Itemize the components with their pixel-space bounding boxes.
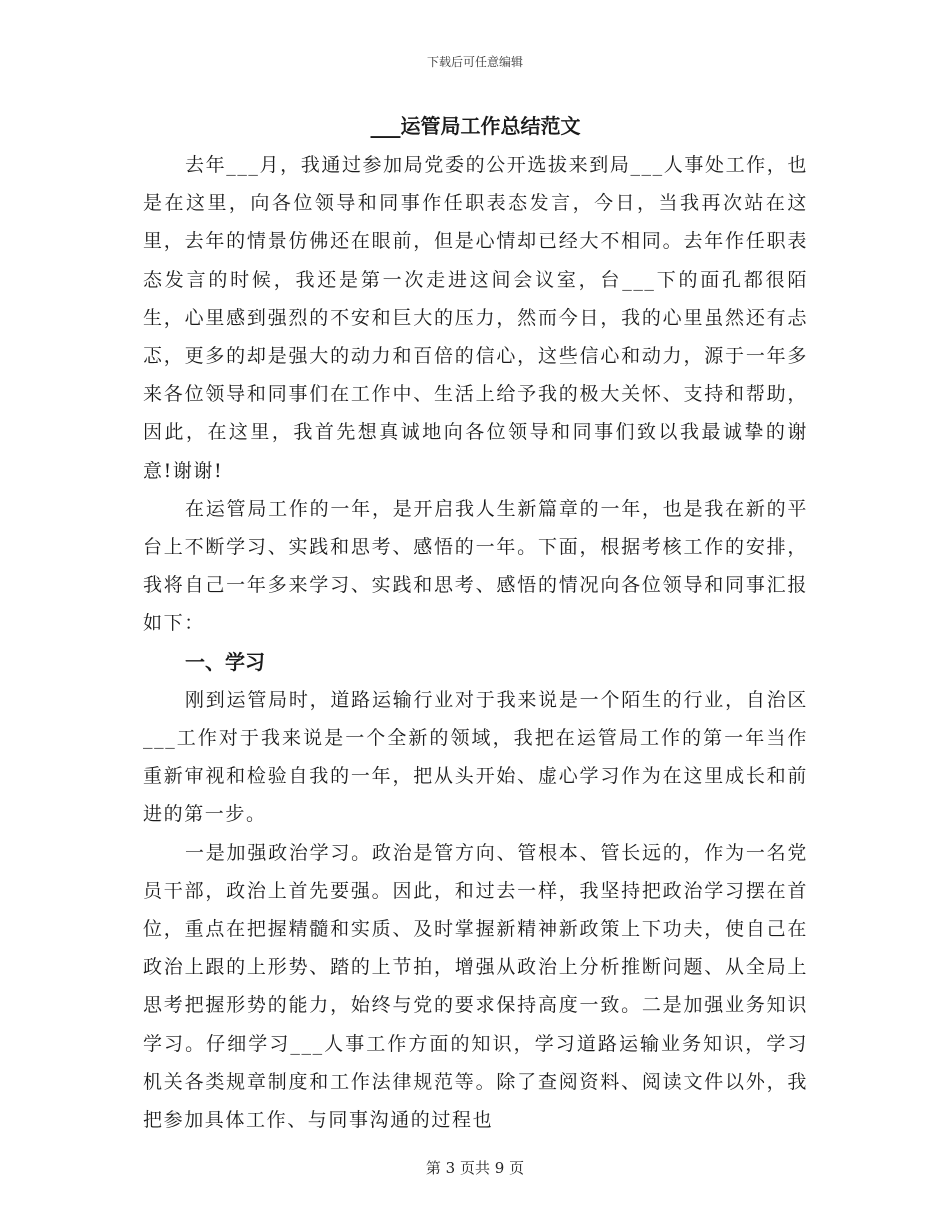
- page-header: 下载后可任意编辑: [426, 55, 523, 69]
- paragraph-study-intro: 刚到运管局时，道路运输行业对于我来说是一个陌生的行业，自治区___工作对于我来说是一个全新的领域，我把在运管局工作的第一年当作重新审视和检验自我的一年，把从头开始、虚心学习作为在这里成长和前进的第一步。: [143, 688, 808, 826]
- paragraph-overview: 在运管局工作的一年，是开启我人生新篇章的一年，也是我在新的平台上不断学习、实践和思考、感悟的一年。下面，根据考核工作的安排，我将自己一年多来学习、实践和思考、感悟的情况向各位领导和同事汇报如下：: [143, 497, 808, 635]
- page-footer: 第 3 页共 9 页: [425, 1159, 525, 1177]
- paragraph-study-details: 一是加强政治学习。政治是管方向、管根本、管长远的，作为一名党员干部，政治上首先要强。因此，和过去一样，我坚持把政治学习摆在首位，重点在把握精髓和实质、及时掌握新精神新政策上下功夫，使自己在政治上跟的上形势、踏的上节拍，增强从政治上分析推断问题、从全局上思考把握形势的能力，始终与党的要求保持高度一致。二是加强业务知识学习。仔细学习___人事工作方面的知识，学习道路运输业务知识，学习机关各类规章制度和工作法律规范等。除了查阅资料、阅读文件以外，我把参加具体工作、与同事沟通的过程也: [143, 841, 808, 1132]
- paragraph-intro: 去年___月，我通过参加局党委的公开选拔来到局___人事处工作，也是在这里，向各位领导和同事作任职表态发言，今日，当我再次站在这里，去年的情景仿佛还在眼前，但是心情却已经大不相同。去年作任职表态发言的时候，我还是第一次走进这间会议室，台___下的面孔都很陌生，心里感到强烈的不安和巨大的压力，然而今日，我的心里虽然还有忐忑，更多的却是强大的动力和百倍的信心，这些信心和动力，源于一年多来各位领导和同事们在工作中、生活上给予我的极大关怀、支持和帮助，因此，在这里，我首先想真诚地向各位领导和同事们致以我最诚挚的谢意!谢谢!: [143, 154, 808, 482]
- document-title: ___运管局工作总结范文: [370, 114, 581, 138]
- document-body: [143, 106, 808, 1139]
- section-heading-study: 一、学习: [185, 649, 265, 674]
